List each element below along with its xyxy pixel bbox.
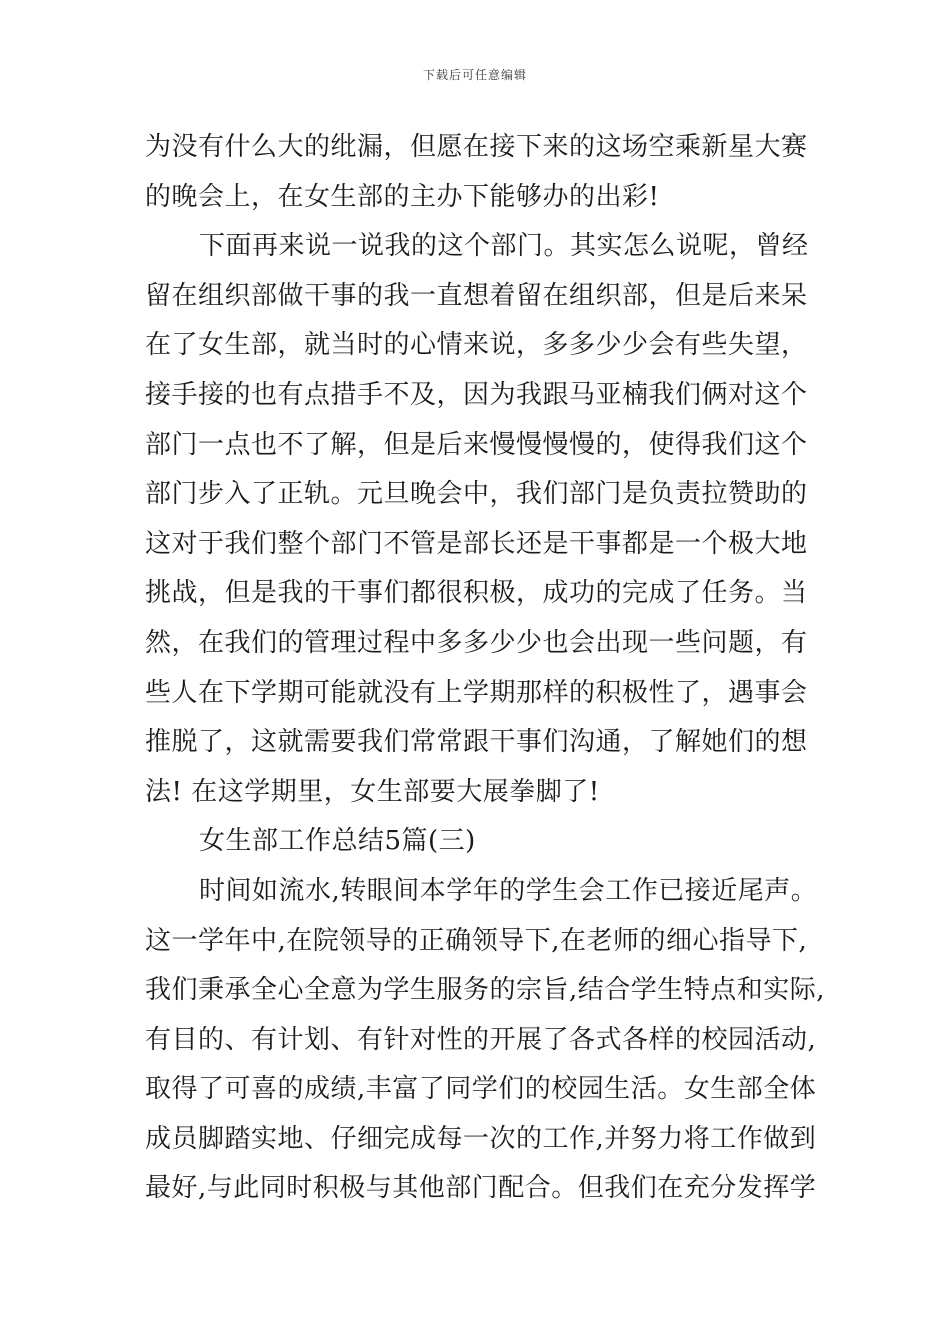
text-line: 挑战，但是我的干事们都很积极，成功的完成了任务。当	[145, 578, 808, 609]
text-line: 最好,与此同时积极与其他部门配合。但我们在充分发挥学	[145, 1173, 817, 1204]
paragraph-start-line: 时间如流水,转眼间本学年的学生会工作已接近尾声。	[199, 875, 818, 906]
text-line: 推脱了，这就需要我们常常跟干事们沟通，了解她们的想	[145, 727, 808, 758]
text-line: 留在组织部做干事的我一直想着留在组织部，但是后来呆	[145, 280, 808, 311]
text-line: 这一学年中,在院领导的正确领导下,在老师的细心指导下,	[145, 925, 808, 956]
text-line: 为没有什么大的纰漏，但愿在接下来的这场空乘新星大赛	[145, 132, 808, 162]
text-line: 有目的、有计划、有针对性的开展了各式各样的校园活动,	[145, 1024, 817, 1055]
document-body	[145, 123, 826, 1214]
text-line: 在了女生部，就当时的心情来说，多多少少会有些失望，	[145, 330, 808, 361]
text-line: 接手接的也有点措手不及，因为我跟马亚楠我们俩对这个	[145, 379, 808, 410]
text-line: 的晚会上，在女生部的主办下能够办的出彩!	[145, 181, 660, 212]
text-line: 部门一点也不了解，但是后来慢慢慢慢的，使得我们这个	[145, 429, 808, 460]
text-line: 我们秉承全心全意为学生服务的宗旨,结合学生特点和实际,	[145, 975, 826, 1006]
text-line: 然，在我们的管理过程中多多少少也会出现一些问题，有	[145, 627, 808, 658]
text-line: 法! 在这学期里，女生部要大展拳脚了!	[145, 776, 600, 807]
page-header: 下载后可任意编辑	[422, 68, 527, 82]
text-line: 这对于我们整个部门不管是部长还是干事都是一个极大地	[145, 528, 808, 559]
text-line: 部门步入了正轨。元旦晚会中，我们部门是负责拉赞助的	[145, 479, 808, 510]
text-line: 成员脚踏实地、仔细完成每一次的工作,并努力将工作做到	[145, 1123, 817, 1154]
text-line: 些人在下学期可能就没有上学期那样的积极性了，遇事会	[145, 677, 808, 708]
text-line: 取得了可喜的成绩,丰富了同学们的校园生活。女生部全体	[145, 1074, 817, 1105]
section-heading: 女生部工作总结5篇(三)	[199, 826, 476, 857]
paragraph-start-line: 下面再来说一说我的这个部门。其实怎么说呢，曾经	[199, 231, 809, 262]
